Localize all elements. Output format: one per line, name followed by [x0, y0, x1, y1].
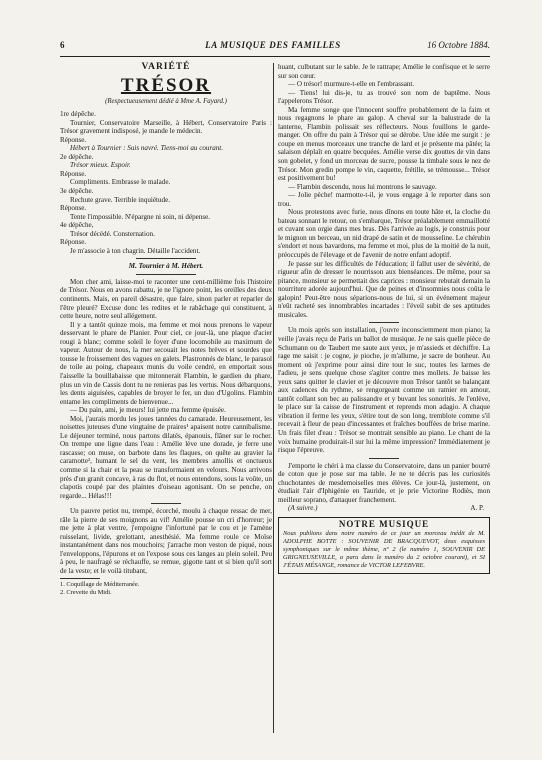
- column-separator: [273, 63, 274, 733]
- paragraph: Mon cher ami, laisse-moi te raconter une cent-millième fois l'histoire de Trésor. Nous en avons rabattu, je ne l'ignore point, les oreilles des deux continents. Mais, en pareil désastre, que faire, sinon parler et reparler de l'être pleuré? Excuse donc les redites et le rabâchage qui constituent, à cette heure, notre seul allégement.: [60, 277, 272, 321]
- paragraph: — Du pain, ami, je meurs! lui jette ma femme épuisée.: [70, 406, 226, 415]
- dispatch-line: Réponse.: [60, 238, 87, 247]
- paragraph: Un mois après son installation, j'ouvre inconsciemment mon piano; la veille j'avais reçu de Paris un ballot de musique. Je ne sais quelle pièce de Schumann ou de Taubert me saute aux yeux, je m'assieds et déchiffre. La rage me saisit : je cogne, je pioche, je m'allume, je sacre de bonheur. Au moment où j'exprime pour ainsi dire tout le suc, toutes les larmes de l'adieu, je sens quelque chose s'agiter contre mes mollets. Je baisse les yeux sans quitter le clavier et je découvre mon Trésor tantôt se balançant aux cadences du rythme, se rengorgeant comme un ramier en amour, tantôt collant son bec au palissandre et y buvant les sonorités. Je l'enlève, le place sur la caisse de l'instrument et reprends mon adagio. A chaque vibration il ferme les yeux, s'étire tout de son long, tremblote comme s'il recevait à fleur de peau d'incessantes et fraîches bouffées de brise marine. Un frais filet d'eau : Trésor se montrait sensible au piano. Le chant de la voix humaine produirait-il sur lui la même impression? Immédiatement je risque l'épreuve.: [278, 326, 490, 455]
- dispatch-line: Trésor mieux. Espoir.: [70, 161, 131, 170]
- footnotes: [60, 578, 272, 597]
- paragraph: Un pauvre petiot nu, trempé, écorché, moulu à chaque ressac de mer, râle la pierre de ses moignons au vif! Amélie pousse un cri d'horreur; je me jette à plat ventre, j'empoigne l'infortuné par le cou et je l'amène ruisselant, livide, grelottant, anesthésié. Ma femme roule ce Moïse instantanément dans nos mouchoirs; j'arrache mon veston de piqué, nous l'enveloppons, l'épurons et on l'expose sous ces langes au plein soleil. Peu à peu, le naufragé se réchauffe, se remue, gigotte tant et si bien qu'il sort de la veste; et le voilà titubant,: [60, 507, 272, 575]
- dispatch-line: Tente l'impossible. N'épargne ni soin, ni dépense.: [70, 212, 211, 221]
- footnote-rule: [60, 578, 100, 579]
- paragraph: — Jolie pèche! marmotte-t-il, je vous engage à le reporter dans son trou.: [278, 191, 490, 208]
- footnote: 2. Crevette du Midi.: [60, 588, 112, 596]
- paragraph: huant, culbutant sur le sable. Je le rattrape; Amélie le confisque et le serre sur son cœur.: [278, 63, 490, 80]
- separator-rule: [369, 322, 399, 323]
- separator-rule: [136, 258, 196, 259]
- letter-heading: M. Tournier à M. Hébert.: [128, 262, 204, 271]
- dispatch-line: Réponse.: [60, 169, 87, 178]
- left-column: [60, 63, 272, 597]
- dispatch-line: 3e dépêche.: [60, 187, 94, 196]
- dispatch-line: 1re dépêche.: [60, 110, 96, 119]
- paragraph: Nous protestons avec furie, nous dînons en toute hâte et, la cloche du bateau sonnant le retour, on s'embarque, Trésor préalablement emmaillotté et cuvant son orgie dans mes bras. Dès l'arrivée au logis, je construis pour le mignon un berceau, un nid drapé de satin et de mousseline. Le chérubin s'endort et nous bavardons, ma femme et moi, plus de la moitié de la nuit, préoccupés de l'élevage et de l'avenir de notre enfant adoptif.: [278, 208, 490, 260]
- dispatch-line: 2e dépêche.: [60, 152, 94, 161]
- paragraph: Il y a tantôt quinze mois, ma femme et moi nous prenons le vapeur desservant le phare de Planier. Pour ciel, ce jour-là, une plaque d'acier rougi à blanc; comme soleil le foyer d'une locomobile au maximum de vapeur. Autour de nous, la mer secouait les notes brèves et sourdes que tousse le froissement des vagues en galets. Plastronnés de blanc, le parasol de toile au poing, chapeaux munis du voile cendré, en emportait sous l'aisselle la bouillabaisse que mitonnerait Flambin, le gardien du phare, plus un vin de Cassis dont tu ne renieras pas les vertus. Nous débarquons, les dents aiguisées, capables de broyer le fer, un duo d'Ugolins. Flambin entame les compliments de bienvenue...: [60, 320, 272, 406]
- dispatch-line: Hébert à Tournier : Suis navré. Tiens-moi au courant.: [70, 144, 224, 153]
- dispatch-line: Tournier, Conservatoire Marseille, à Hébert, Conservatoire Paris : Trésor gravement indisposé, je mande le médecin.: [60, 118, 272, 136]
- dispatch-line: Réponse.: [60, 204, 87, 213]
- paragraph: Moi, j'aurais mordu les joues tannées du camarade. Heureusement, les noisettes juteuses d'une vingtaine de praires¹ apaisent notre cannibalisme. Le déjeuner terminé, nous partons dilatés, épanouis, flâner sur le rocher. On trempe une ligne dans l'eau : Amélie lève une dorade, je ferre une rascasse; on muse, on barbote dans les flaques, on quête au gravier la caramotte², humant le sel du vent, les membres amollis et onctueux comme si la chair et la peau se transformaient en velours. Nous arrivons près d'un granit concave, à ras du flot, et nous entendons, sous la voûte, un clapotis coupé par des plaintes d'oiseau agonisant. On se penche, on regarde... Hélas!!!: [60, 414, 272, 500]
- separator-rule: [369, 458, 399, 459]
- paragraph: — Tiens! lui dis-je, tu as trouvé son nom de baptême. Nous l'appelerons Trésor.: [278, 88, 490, 106]
- section-heading: VARIÉTÉ: [141, 62, 191, 72]
- box-text: Nous publions dans notre numéro de ce jour un morceau inédit de M. ADOLPHE BOTTE : SOUVENIR DE BRACQUEVOT, deux esquisses symphoniques sur le même thème, nº 2 (le numéro 1, SOUVENIR DE GRIGNEUSEVILLE, a paru dans le numéro du 2 octobre courant), et SI J'ÉTAIS MÉSANGE, romance de VICTOR LEFEBVRE.: [283, 530, 485, 570]
- footnote: 1. Coquillage de Méditerranée.: [60, 580, 140, 588]
- issue-date: 16 Octobre 1884.: [427, 40, 490, 50]
- paragraph: Je passe sur les difficultés de l'éducation; il fallut user de sévérité, de rigueur afin de dresser le nourrisson aux bienséances. De même, pour sa pitance, monsieur se permettait des caprices : monsieur rebutait demain la nourriture adorée aujourd'hui. Que de peines et d'insomnies nous coûta le galopin! Peut-être nous séparions-nous de lui, si un événement majeur n'eût racheté ses innombrables incartades : l'éveil subit de ses aptitudes musicales.: [278, 259, 490, 319]
- dispatch-line: Compliments. Embrasse le malade.: [70, 178, 171, 187]
- journal-title: LA MUSIQUE DES FAMILLES: [205, 40, 341, 50]
- author-signature: A. P.: [470, 504, 484, 513]
- signature-line: [278, 504, 490, 513]
- separator-rule: [136, 274, 196, 275]
- to-be-continued: (A suivre.): [288, 504, 318, 513]
- page-header: [56, 41, 490, 55]
- right-column: [278, 63, 490, 574]
- dispatch-line: Rechute grave. Terrible inquiétude.: [70, 195, 171, 204]
- article-title: TRÉSOR: [120, 74, 212, 96]
- page-number: 6: [60, 40, 65, 50]
- dispatch-line: Trésor décédé. Consternation.: [70, 229, 155, 238]
- notre-musique-box: [278, 517, 490, 575]
- separator-rule: [151, 503, 181, 504]
- header-rule: [60, 56, 490, 57]
- paragraph: Ma femme songe que l'innocent souffre probablement de la faim et nous regagnons le phare au galop. A cheval sur la balustrade de la lanterne, Flambin polissait ses réflecteurs. Nous fouillons le garde-manger. On offre du pain à Trésor qui se dérobe. Une idée me surgit : je coupe en menus morceaux une tranche de lard et je présente ma pâtée; la salaison déplaît en quatre becquées. Amélie verse dix gouttes de vin dans son gobelet, y fond un morceau de sucre, pousse la timbale sous le nez de Trésor. Mon gredin pompe le vin, caquette, frétille, se trémousse... Trésor est positivement bu!: [278, 105, 490, 183]
- dispatches: [60, 110, 272, 255]
- dispatch-line: 4e dépêche,: [60, 221, 94, 230]
- paragraph: J'emporte le chéri à ma classe du Conservatoire, dans un panier bourré de coton que je pose sur ma table. Je ne te décris pas les curiosités chuchotantes de mesdemoiselles mes élèves. Ce jour-là, justement, on étudiait l'air d'Iphigénie en Tauride, et je prie Victorine Rodiès, mon meilleur soprano, d'attaquer franchement.: [278, 461, 490, 504]
- paragraph: — Flambin descendu, nous lui montrons le sauvage.: [288, 182, 437, 191]
- dedication: (Respectueusement dédié à Mme A. Fayard.): [105, 97, 227, 105]
- dispatch-line: Réponse.: [60, 135, 87, 144]
- paragraph: — O trésor! murmure-t-elle en l'embrassant.: [288, 80, 415, 89]
- box-title: NOTRE MUSIQUE: [338, 518, 430, 529]
- dispatch-line: Je m'associe à ton chagrin. Détaille l'accident.: [70, 246, 201, 255]
